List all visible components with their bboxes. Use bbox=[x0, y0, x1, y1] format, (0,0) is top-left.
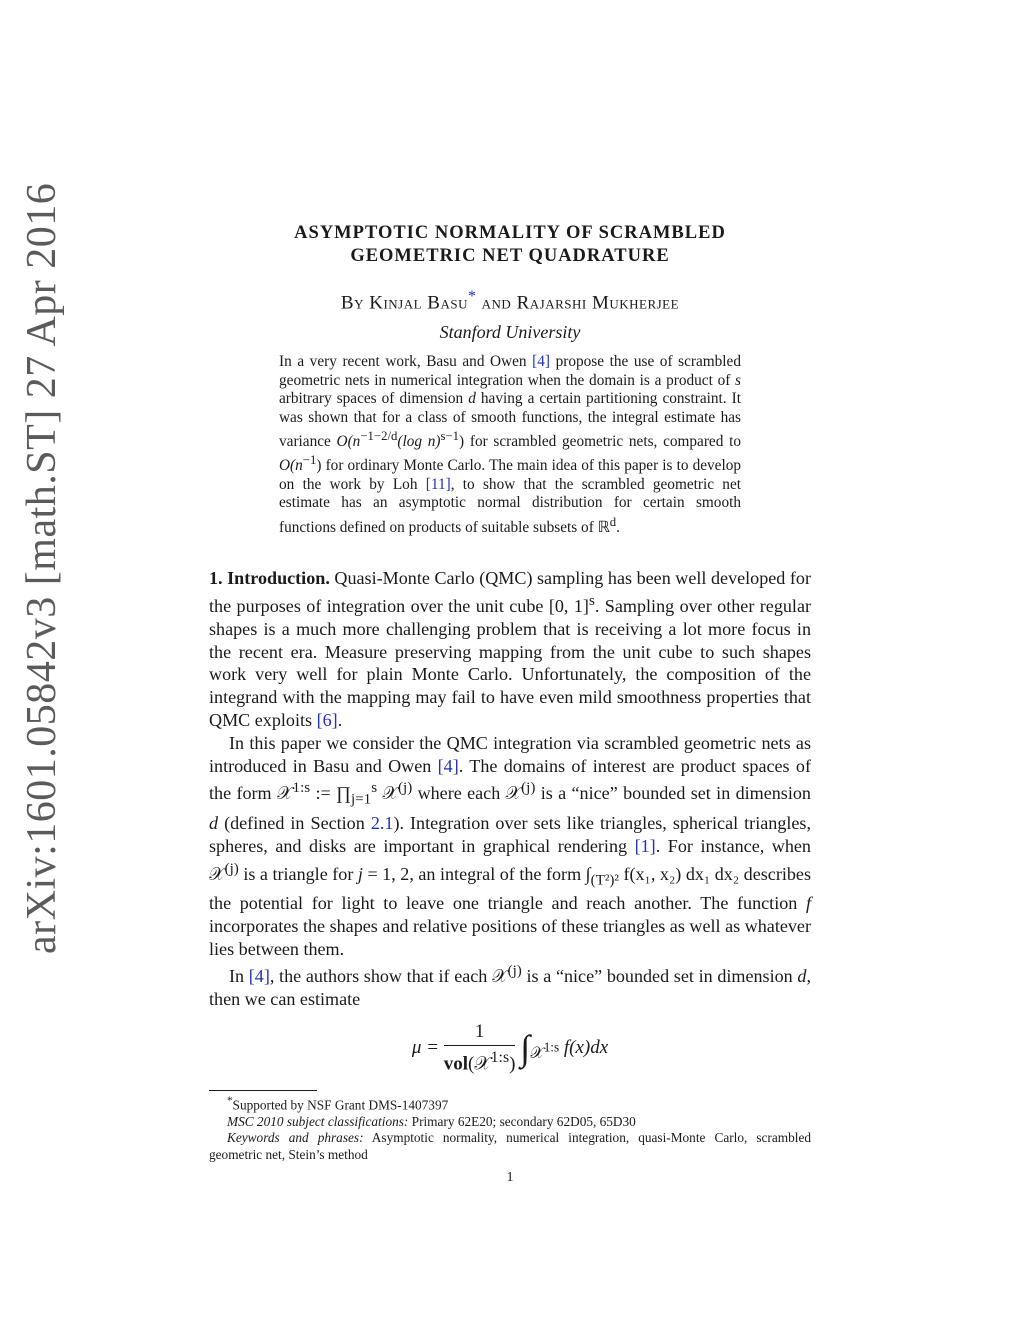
paper-page bbox=[209, 222, 811, 1186]
abstract: In a very recent work, Basu and Owen [4] propose the use of scrambled geometric nets in numerical integration when the domain is a product of s arbitrary spaces of dimension d having a certain partitioning constraint. It was shown that for a class of smooth functions, the integral estimate has variance $O(n^{-1-2/d}(\log$ n)$^{s-1}$) for scrambled geometric nets, compared to $O(n^{-1})$ for ordinary Monte Carlo. The main idea of this paper is to develop on the work by Loh [11], to show that the scrambled geometric net estimate has an asymptotic normal distribution for certain smooth functions defined on products of suitable subsets of ℝ$^d$. bbox=[279, 353, 742, 536]
arxiv-stamp: arXiv:1601.05842v3 [math.ST] 27 Apr 2016 bbox=[19, 182, 65, 954]
title-line-2: GEOMETRIC NET QUADRATURE bbox=[350, 246, 670, 266]
section-link[interactable]: 2.1 bbox=[370, 812, 394, 833]
display-equation: μ = $\frac{1}{vol(𝒳^{1:s})}$ $\int_{𝒳^{1:s}}$ f(x)dx bbox=[411, 1020, 609, 1075]
author-1: Kinjal Basu bbox=[369, 292, 468, 314]
footnote-rule bbox=[209, 1090, 317, 1091]
author-line bbox=[209, 288, 811, 314]
section-heading: 1. Introduction. bbox=[209, 568, 330, 589]
title-line-1: ASYMPTOTIC NORMALITY OF SCRAMBLED bbox=[294, 223, 726, 243]
footnote-mark[interactable]: * bbox=[467, 288, 477, 305]
by-label: By bbox=[340, 292, 364, 314]
main-text bbox=[209, 567, 811, 1076]
citation-link[interactable]: [4] bbox=[248, 966, 270, 987]
footnote: *Supported by NSF Grant DMS-1407397 bbox=[227, 1094, 449, 1113]
integral-sign: ∫ bbox=[520, 1028, 531, 1069]
paragraph: In this paper we consider the QMC integration via scrambled geometric nets as introduced in Basu and Owen [4]. The domains of interest are product spaces of the form 𝒳$^{1:s}$ := $\prod_{j=1}^s$ 𝒳$^{(j)}$ where each 𝒳$^{(j)}$ is a “nice” bounded set in dimension d (defined in Section 2.1). Integration over sets like triangles, spherical triangles, spheres, and disks are important in graphical rendering [1]. For instance, when 𝒳$^{(j)}$ is a triangle for j = 1, 2, an integral of the form $\int_{(T^2)^2}$ f(x₁, x₂) dx₁ dx₂ describes the potential for light to leave one triangle and reach another. The function f incorporates the shapes and relative positions of these triangles as well as whatever lies between them. bbox=[209, 732, 811, 959]
page-number: 1 bbox=[506, 1169, 514, 1185]
paper-title bbox=[209, 222, 811, 268]
fraction: $\frac{1}{vol(𝒳^{1:s})}$ bbox=[443, 1020, 516, 1075]
paragraph: 1. Introduction. Quasi-Monte Carlo (QMC) sampling has been well developed for the purposes of integration over the unit cube [0, 1]$^s$. Sampling over other regular shapes is a much more challenging problem that is receiving a lot more focus in the recent era. Measure preserving mapping from the unit cube to such shapes work very well for plain Monte Carlo. Unfortunately, the composition of the integrand with the mapping may fail to have even mild smoothness properties that QMC exploits [6]. bbox=[209, 568, 811, 731]
citation-link[interactable]: [4] bbox=[532, 353, 550, 371]
citation-link[interactable]: [4] bbox=[437, 755, 459, 776]
keywords: Keywords and phrases: Asymptotic normality, numerical integration, quasi-Monte Carlo, scrambled geometric net, Stein’s method bbox=[209, 1130, 811, 1163]
paragraph: In [4], the authors show that if each 𝒳$^{(j)}$ is a “nice” bounded set in dimension d, then we can estimate bbox=[209, 963, 811, 1010]
footnotes bbox=[209, 1093, 811, 1164]
msc-classification: MSC 2010 subject classifications: Primary 62E20; secondary 62D05, 65D30 bbox=[227, 1113, 636, 1129]
citation-link[interactable]: [1] bbox=[634, 835, 656, 856]
author-2: Rajarshi Mukherjee bbox=[516, 292, 680, 314]
and-label: and bbox=[481, 292, 512, 314]
affiliation: Stanford University bbox=[439, 322, 581, 343]
citation-link[interactable]: [11] bbox=[425, 475, 451, 493]
citation-link[interactable]: [6] bbox=[316, 710, 338, 731]
